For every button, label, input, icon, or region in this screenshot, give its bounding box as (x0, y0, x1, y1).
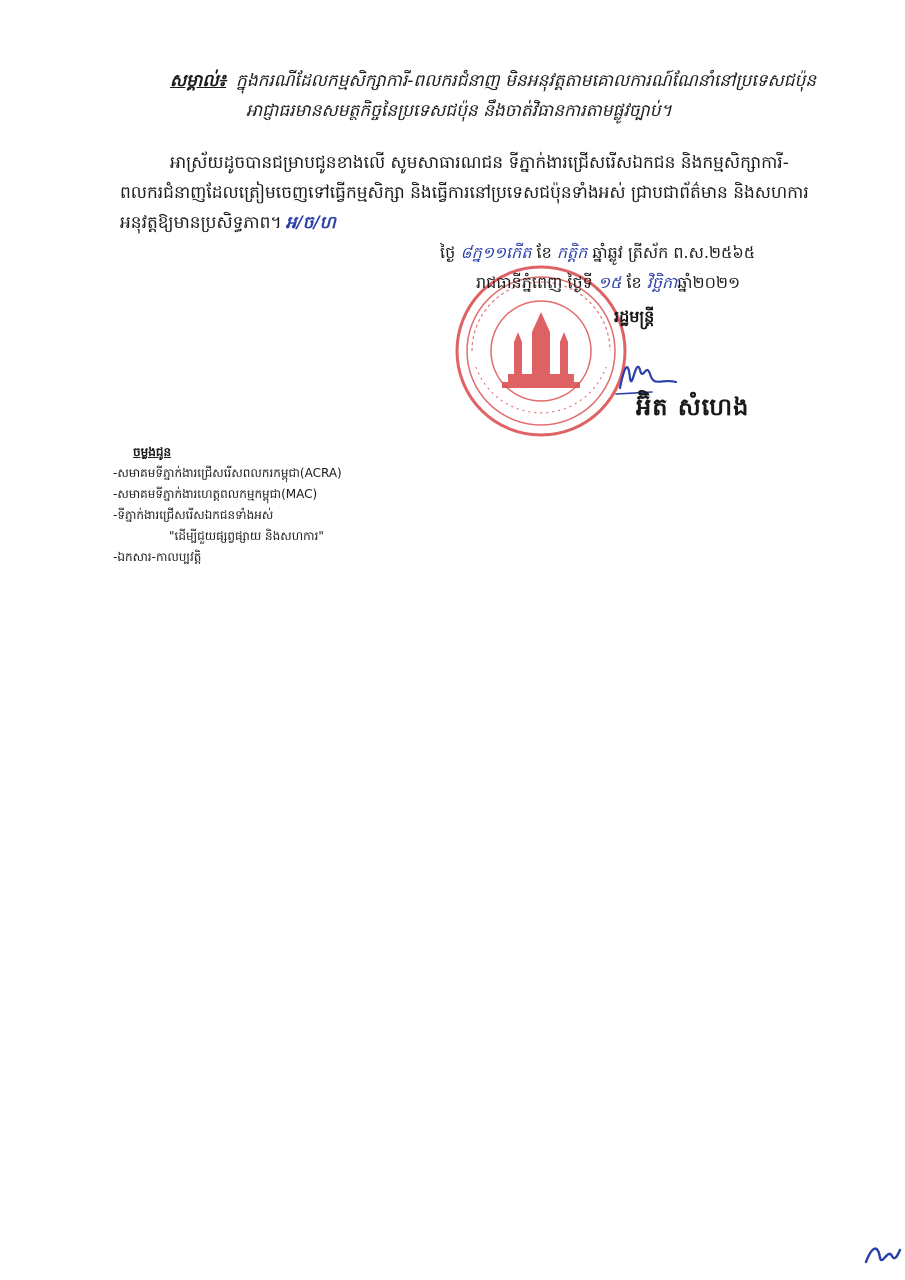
lunar-day-handwritten: ៨ក្ន១១កើត (460, 243, 532, 262)
note-label: សម្គាល់៖ (170, 71, 227, 91)
page-initial-mark (862, 1236, 902, 1270)
note-block (170, 66, 860, 126)
gregorian-date (440, 268, 860, 298)
recipient-item-note: "ដើម្បីជួយផ្សព្វផ្សាយ និងសហការ" (169, 529, 324, 543)
recipients-list (113, 442, 342, 568)
month-label: ខែ (626, 273, 642, 292)
recipient-item: -សមាគមទីភ្នាក់ងារជ្រើសរើសពលករកម្ពុជា(ACRA) (113, 466, 342, 480)
paragraph-line-3 (120, 208, 860, 238)
recipients-header: ចម្លងជូន (133, 445, 172, 459)
year: ឆ្នាំ២០២១ (677, 273, 741, 292)
paragraph-line-1: អាស្រ័យដូចបានជម្រាបជូនខាងលើ សូមសាធារណជន ទីភ្នាក់ងារជ្រើសរើសឯកជន និងកម្មសិក្សាការី- (170, 153, 789, 173)
lunar-date (440, 238, 860, 268)
recipient-item: -ឯកសារ-កាលប្បវត្តិ (113, 550, 202, 564)
note-line-1 (170, 66, 860, 96)
lunar-day-label: ថ្ងៃ (440, 243, 456, 262)
handwritten-initials: អ/ច/ហ (285, 213, 336, 233)
note-text-1: ក្នុងករណីដែលកម្មសិក្សាការី-ពលករជំនាញ មិនអនុវត្តតាមគោលការណ៍ណែនាំនៅប្រទេសជប៉ុន (236, 71, 817, 91)
place-day-label: រាជធានីភ្នំពេញ ថ្ងៃទី (476, 273, 593, 292)
date-block (440, 238, 860, 298)
lunar-month-handwritten: កត្តិក (556, 243, 588, 262)
body-paragraph (120, 148, 860, 238)
paragraph-text-3: អនុវត្តឱ្យមានប្រសិទ្ធភាព។ (120, 213, 282, 233)
month-handwritten: វិច្ឆិកា (646, 273, 678, 292)
recipient-item: -សមាគមទីភ្នាក់ងារហេត្តពលកម្មកម្ពុជា(MAC) (113, 487, 318, 501)
minister-title: រដ្ឋមន្ត្រី (614, 307, 655, 326)
note-line-2: អាជ្ញាធរមានសមត្ថកិច្ចនៃប្រទេសជប៉ុន នឹងចាត់វិធានការតាមផ្លូវច្បាប់។ (246, 101, 672, 121)
lunar-month-label: ខែ (536, 243, 552, 262)
recipient-item: -ទីភ្នាក់ងារជ្រើសរើសឯកជនទាំងអស់ (113, 508, 274, 522)
lunar-year: ឆ្នាំឆ្លូវ ត្រីស័ក ព.ស.២៥៦៥ (592, 243, 756, 262)
minister-name: អ៊ិត សំហេង (636, 393, 750, 421)
day-handwritten: ១៥ (597, 273, 622, 292)
paragraph-line-2: ពលករជំនាញដែលត្រៀមចេញទៅធ្វើកម្មសិក្សា និងធ្វើការនៅប្រទេសជប៉ុនទាំងអស់ ជ្រាបជាព័ត៌មាន និងសហការ (120, 183, 809, 203)
